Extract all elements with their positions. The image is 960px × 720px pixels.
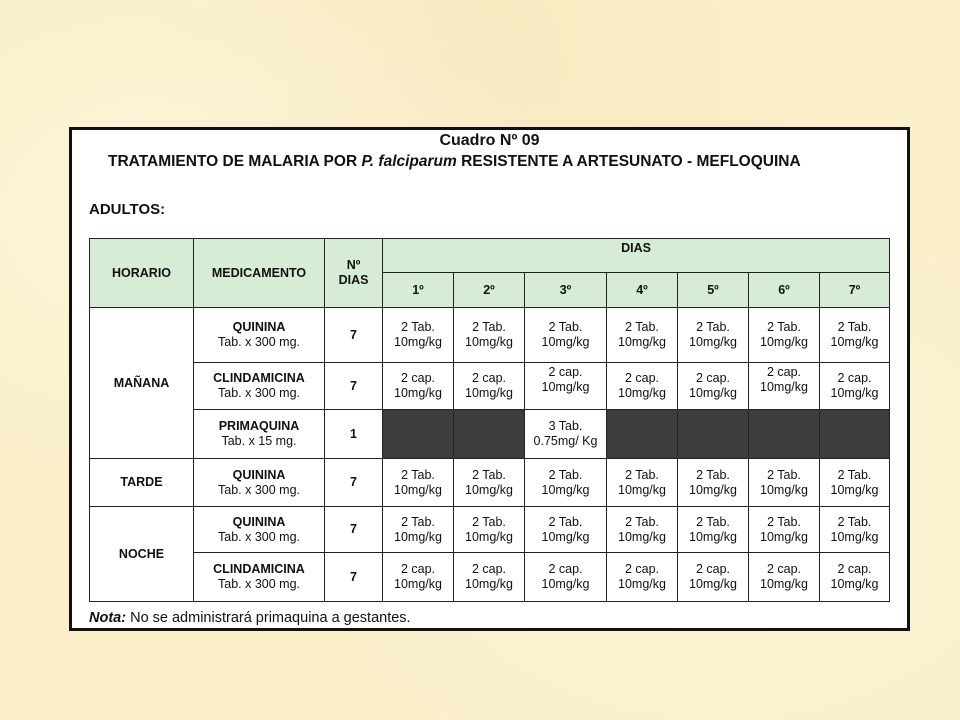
dose-line: 2 cap. (766, 562, 802, 576)
dose-line: 10mg/kg (465, 335, 513, 349)
dose-line: 3 Tab. (548, 419, 583, 433)
medication-name: CLINDAMICINA (213, 562, 305, 576)
dose-line: 2 cap. (837, 371, 872, 385)
dose-line: 2 cap. (471, 371, 507, 385)
dose-line: 10mg/kg (689, 529, 737, 544)
note-text: No se administrará primaquina a gestantes. (126, 610, 411, 626)
dose-line: 2 Tab. (401, 467, 435, 482)
note-label: Nota: (89, 610, 127, 626)
document-page (69, 127, 910, 631)
dose-line: 2 Tab. (548, 514, 583, 529)
dose-cell (454, 553, 525, 602)
dose-line: 10mg/kg (541, 335, 590, 349)
dose-line: 2 Tab. (548, 467, 583, 482)
dose-line: 2 Tab. (767, 514, 801, 529)
dose-line: 10mg/kg (760, 482, 808, 497)
medication-cell (194, 363, 325, 410)
dose-line: 10mg/kg (394, 577, 442, 591)
dose-line: 2 Tab. (401, 320, 435, 334)
dose-line: 10mg/kg (618, 335, 666, 349)
dose-line: 2 Tab. (625, 467, 659, 482)
dose-cell (678, 459, 749, 507)
no-dose-cell (383, 410, 454, 459)
dose-line: 10mg/kg (541, 529, 590, 544)
dose-cell (820, 363, 890, 410)
no-dose-cell (820, 410, 890, 459)
dose-line: 2 Tab. (625, 320, 659, 334)
dose-line: 10mg/kg (618, 577, 666, 591)
n-dias-cell: 7 (325, 363, 383, 410)
dose-line: 10mg/kg (394, 386, 442, 400)
medication-name: QUININA (232, 514, 286, 529)
dose-line: 10mg/kg (394, 529, 442, 544)
header-horario: HORARIO (90, 239, 194, 308)
dose-line: 10mg/kg (618, 482, 666, 497)
dose-cell (749, 459, 820, 507)
caption-number: Cuadro Nº 09 (439, 132, 540, 149)
dose-cell (678, 553, 749, 602)
dose-cell (607, 507, 678, 553)
medication-name: QUININA (232, 467, 286, 482)
dose-line: 10mg/kg (541, 577, 590, 591)
dose-line: 2 Tab. (548, 320, 583, 334)
dose-line: 2 cap. (695, 371, 731, 385)
dose-cell (525, 308, 607, 363)
dose-cell (454, 507, 525, 553)
dose-line: 2 cap. (471, 562, 507, 576)
dose-line: 10mg/kg (541, 380, 590, 394)
medication-name: PRIMAQUINA (218, 419, 300, 433)
dose-line: 10mg/kg (689, 577, 737, 591)
dose-cell (607, 363, 678, 410)
dose-line: 10mg/kg (689, 482, 737, 497)
header-n-dias (325, 239, 383, 308)
header-day: 5º (678, 273, 749, 308)
dose-cell (383, 553, 454, 602)
medication-dose: Tab. x 300 mg. (218, 335, 300, 349)
dose-line: 10mg/kg (760, 529, 808, 544)
horario-cell: NOCHE (90, 507, 194, 602)
dose-line: 10mg/kg (394, 482, 442, 497)
dose-line: 2 Tab. (696, 514, 730, 529)
header-day: 4º (607, 273, 678, 308)
no-dose-cell (678, 410, 749, 459)
header-medicamento: MEDICAMENTO (194, 239, 325, 308)
dose-line: 10mg/kg (830, 577, 879, 591)
header-day: 1º (383, 273, 454, 308)
dose-line: 2 Tab. (625, 514, 659, 529)
horario-cell: MAÑANA (90, 308, 194, 459)
dose-cell (678, 308, 749, 363)
dose-line: 10mg/kg (618, 386, 666, 400)
dose-line: 10mg/kg (689, 386, 737, 400)
medication-dose: Tab. x 300 mg. (218, 529, 300, 544)
dose-line: 2 Tab. (837, 514, 872, 529)
medication-dose: Tab. x 15 mg. (221, 434, 297, 448)
dose-line: 10mg/kg (394, 335, 442, 349)
no-dose-cell (607, 410, 678, 459)
dose-line: 10mg/kg (830, 335, 879, 349)
medication-cell (194, 507, 325, 553)
dose-line: 10mg/kg (465, 482, 513, 497)
dose-cell (820, 459, 890, 507)
no-dose-cell (454, 410, 525, 459)
dose-line: 10mg/kg (689, 335, 737, 349)
dose-cell (454, 308, 525, 363)
medication-dose: Tab. x 300 mg. (218, 386, 300, 400)
dose-line: 0.75mg/ Kg (533, 434, 598, 448)
dose-cell (607, 459, 678, 507)
dose-line: 2 Tab. (837, 467, 872, 482)
dose-line: 10mg/kg (465, 529, 513, 544)
title-species: P. falciparum (361, 153, 457, 170)
medication-name: QUININA (232, 320, 286, 334)
document-title (108, 153, 801, 171)
medication-cell (194, 553, 325, 602)
dose-cell (678, 507, 749, 553)
dose-cell (820, 308, 890, 363)
dose-cell (525, 553, 607, 602)
header-day: 6º (749, 273, 820, 308)
dose-line: 10mg/kg (760, 335, 808, 349)
header-day: 2º (454, 273, 525, 308)
dose-line: 2 cap. (624, 562, 660, 576)
dose-line: 2 Tab. (472, 320, 506, 334)
dose-cell (383, 363, 454, 410)
dose-cell (383, 459, 454, 507)
dose-cell (525, 363, 607, 410)
dose-cell (820, 553, 890, 602)
dose-line: 2 cap. (548, 562, 583, 576)
dose-cell (749, 363, 820, 410)
n-dias-cell: 7 (325, 308, 383, 363)
dose-line: 2 Tab. (767, 467, 801, 482)
dose-cell (749, 308, 820, 363)
n-dias-cell: 7 (325, 553, 383, 602)
dose-line: 10mg/kg (830, 386, 879, 400)
header-dias: DIAS (383, 239, 890, 273)
header-day: 3º (525, 273, 607, 308)
dose-line: 2 cap. (837, 562, 872, 576)
dose-line: 2 Tab. (696, 467, 730, 482)
dose-line: 2 Tab. (472, 514, 506, 529)
dose-line: 10mg/kg (465, 386, 513, 400)
dose-cell (607, 308, 678, 363)
medication-name: CLINDAMICINA (213, 371, 305, 385)
dose-line: 2 Tab. (767, 320, 801, 334)
dose-cell (820, 507, 890, 553)
dose-cell (607, 553, 678, 602)
dose-line: 2 Tab. (837, 320, 872, 334)
dose-cell (525, 410, 607, 459)
table-row (90, 507, 890, 553)
dose-line: 2 Tab. (401, 514, 435, 529)
dose-line: 10mg/kg (465, 577, 513, 591)
header-n-dias-line: DIAS (338, 273, 369, 287)
dose-line: 2 cap. (624, 371, 660, 385)
dose-cell (383, 308, 454, 363)
dose-line: 10mg/kg (760, 380, 808, 394)
table-row (90, 363, 890, 410)
medication-cell (194, 308, 325, 363)
title-part: TRATAMIENTO DE MALARIA POR (108, 153, 362, 170)
section-heading: ADULTOS: (89, 201, 166, 218)
dose-cell (383, 507, 454, 553)
dose-cell (454, 363, 525, 410)
dose-line: 2 cap. (548, 365, 583, 379)
medication-cell (194, 410, 325, 459)
dose-line: 10mg/kg (830, 529, 879, 544)
dose-cell (525, 507, 607, 553)
table-row (90, 553, 890, 602)
table-row (90, 308, 890, 363)
dose-cell (749, 553, 820, 602)
table-row (90, 410, 890, 459)
dose-line: 2 cap. (695, 562, 731, 576)
medication-cell (194, 459, 325, 507)
medication-dose: Tab. x 300 mg. (218, 577, 300, 591)
n-dias-cell: 7 (325, 459, 383, 507)
medication-dose: Tab. x 300 mg. (218, 482, 300, 497)
dose-line: 10mg/kg (541, 482, 590, 497)
table-row (90, 459, 890, 507)
header-day: 7º (820, 273, 890, 308)
dose-line: 2 Tab. (472, 467, 506, 482)
dose-cell (678, 363, 749, 410)
dose-line: 2 cap. (766, 365, 802, 379)
header-n-dias-line: Nº (346, 258, 361, 272)
dose-line: 2 cap. (400, 562, 436, 576)
dose-line: 10mg/kg (618, 529, 666, 544)
dose-cell (525, 459, 607, 507)
footnote (89, 610, 411, 626)
horario-cell: TARDE (90, 459, 194, 507)
dose-cell (749, 507, 820, 553)
n-dias-cell: 7 (325, 507, 383, 553)
dose-line: 10mg/kg (830, 482, 879, 497)
treatment-table (89, 238, 890, 602)
n-dias-cell: 1 (325, 410, 383, 459)
title-part: RESISTENTE A ARTESUNATO - MEFLOQUINA (456, 153, 801, 170)
dose-cell (454, 459, 525, 507)
dose-line: 2 Tab. (696, 320, 730, 334)
no-dose-cell (749, 410, 820, 459)
dose-line: 10mg/kg (760, 577, 808, 591)
dose-line: 2 cap. (400, 371, 436, 385)
